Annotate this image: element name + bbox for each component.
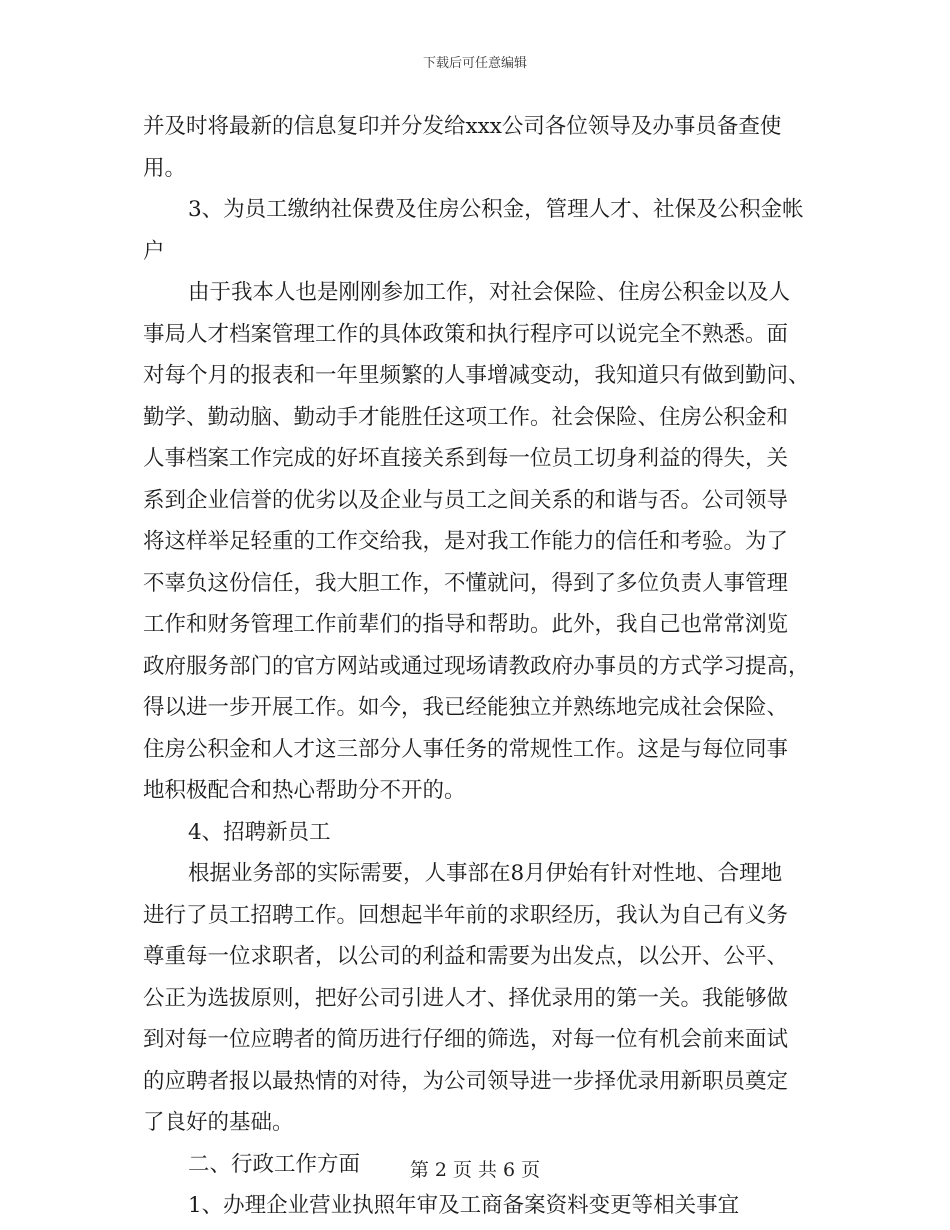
text-line: 勤学、勤动脑、勤动手才能胜任这项工作。社会保险、住房公积金和 (143, 404, 789, 430)
page-number: 第 2 页 共 6 页 (409, 1159, 541, 1181)
text-line: 由于我本人也是刚刚参加工作，对社会保险、住房公积金以及人 (188, 280, 791, 305)
text-line: 工作和财务管理工作前辈们的指导和帮助。此外，我自己也常常浏览 (143, 612, 789, 637)
text-line: 政府服务部门的官方网站或通过现场请教政府办事员的方式学习提高， (143, 653, 810, 679)
text-line: 系到企业信誉的优劣以及企业与员工之间关系的和谐与否。公司领导 (143, 487, 789, 513)
text-line: 公正为选拔原则，把好公司引进人才、择优录用的第一关。我能够做 (143, 985, 789, 1011)
text-line: 用。 (143, 155, 187, 181)
text-line: 将这样举足轻重的工作交给我，是对我工作能力的信任和考验。为了 (143, 529, 789, 554)
text-line: 1、办理企业营业执照年审及工商备案资料变更等相关事宜 (188, 1193, 740, 1218)
text-line: 尊重每一位求职者，以公司的利益和需要为出发点，以公开、公平、 (143, 944, 789, 969)
text-line: 根据业务部的实际需要，人事部在8月伊始有针对性地、合理地 (188, 861, 783, 886)
text-line: 4、招聘新员工 (188, 819, 331, 845)
text-line: 人事档案工作完成的好坏直接关系到每一位员工切身利益的得失，关 (143, 446, 789, 471)
text-line: 到对每一位应聘者的简历进行仔细的筛选，对每一位有机会前来面试 (143, 1027, 789, 1052)
text-line: 地积极配合和热心帮助分不开的。 (143, 778, 466, 803)
text-line: 进行了员工招聘工作。回想起半年前的求职经历，我认为自己有义务 (143, 902, 789, 928)
document-body (143, 106, 815, 1227)
text-line: 3、为员工缴纳社保费及住房公积金，管理人才、社保及公积金帐 (188, 197, 804, 222)
text-line: 得以进一步开展工作。如今，我已经能独立并熟练地完成社会保险、 (143, 695, 789, 720)
text-line: 住房公积金和人才这三部分人事任务的常规性工作。这是与每位同事 (143, 736, 789, 762)
text-line: 事局人才档案管理工作的具体政策和执行程序可以说完全不熟悉。面 (143, 321, 789, 347)
text-line: 不辜负这份信任，我大胆工作，不懂就问，得到了多位负责人事管理 (143, 570, 789, 596)
header-note: 下载后可任意编辑 (422, 56, 527, 71)
text-line: 了良好的基础。 (143, 1110, 294, 1135)
text-line: 的应聘者报以最热情的对待，为公司领导进一步择优录用新职员奠定 (143, 1068, 789, 1094)
text-line: 户 (143, 238, 165, 264)
text-line: 对每个月的报表和一年里频繁的人事增减变动，我知道只有做到勤问、 (143, 363, 810, 388)
text-line: 二、行政工作方面 (188, 1151, 361, 1177)
text-line: 并及时将最新的信息复印并分发给xxx公司各位领导及办事员备查使 (143, 114, 782, 139)
